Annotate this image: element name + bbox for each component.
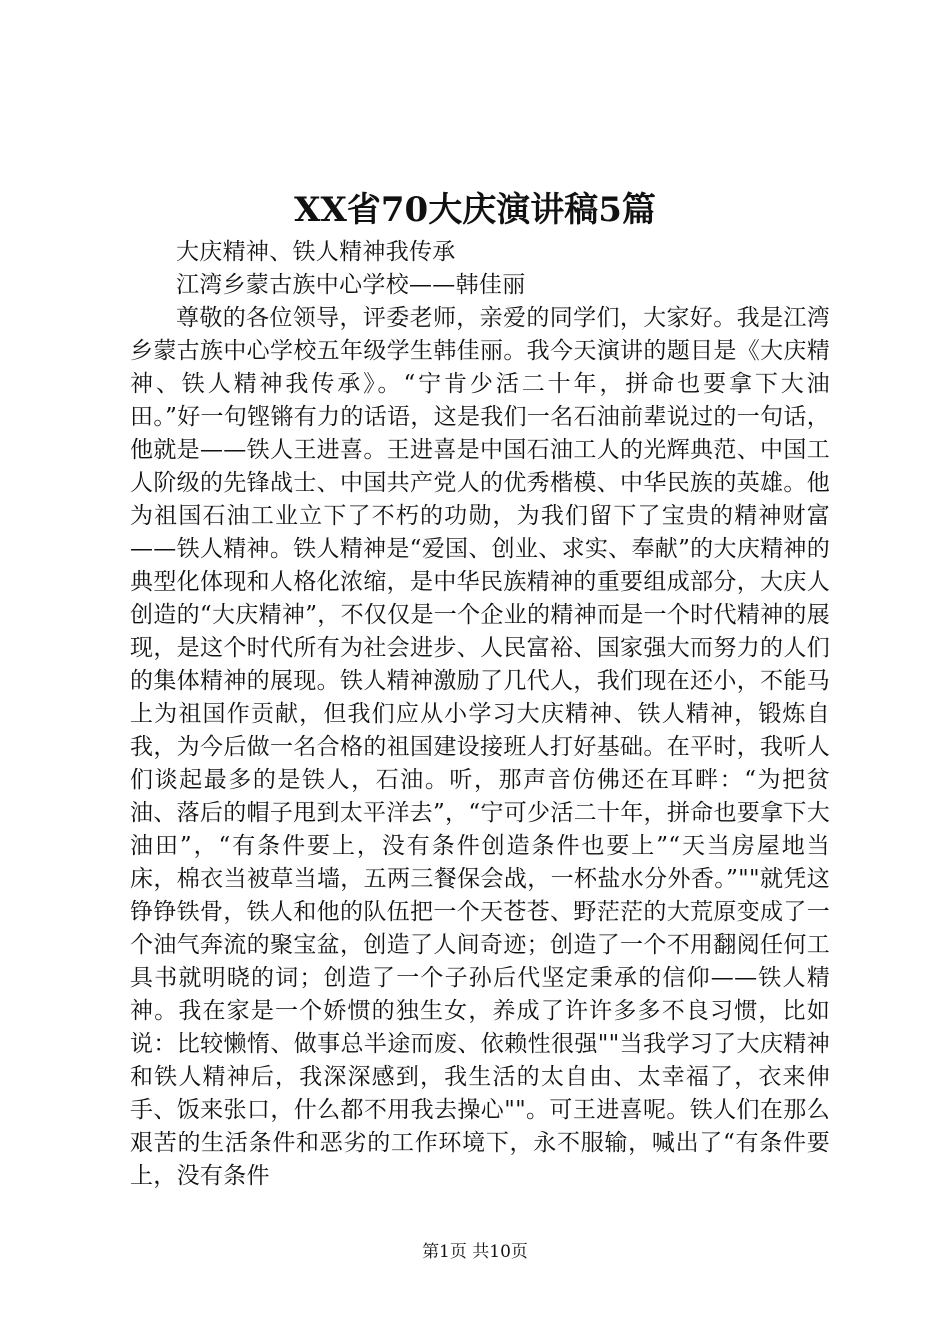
document-title: XX省70大庆演讲稿5篇 xyxy=(294,190,656,230)
subtitle-line-1: 大庆精神、铁人精神我传承 xyxy=(176,239,456,265)
subtitle-line-2: 江湾乡蒙古族中心学校——韩佳丽 xyxy=(176,272,526,298)
page-number: 第1页 xyxy=(422,1242,467,1262)
body-paragraph: 尊敬的各位领导，评委老师，亲爱的同学们，大家好。我是江湾乡蒙古族中心学校五年级学生韩佳丽。我今天演讲的题目是《大庆精神、铁人精神我传承》。“宁肯少活二十年，拼命也要拿下大油田。”好一句铿锵有力的话语，这是我们一名石油前辈说过的一句话，他就是——铁人王进喜。王进喜是中国石油工人的光辉典范、中国工人阶级的先锋战士、中国共产党人的优秀楷模、中华民族的英雄。他为祖国石油工业立下了不朽的功勋，为我们留下了宝贵的精神财富——铁人精神。铁人精神是“爱国、创业、求实、奉献”的大庆精神的典型化体现和人格化浓缩，是中华民族精神的重要组成部分，大庆人创造的“大庆精神”，不仅仅是一个企业的精神而是一个时代精神的展现，是这个时代所有为社会进步、人民富裕、国家强大而努力的人们的集体精神的展现。铁人精神激励了几代人，我们现在还小，不能马上为祖国作贡献，但我们应从小学习大庆精神、铁人精神，锻炼自我，为今后做一名合格的祖国建设接班人打好基础。在平时，我听人们谈起最多的是铁人，石油。听，那声音仿佛还在耳畔：“为把贫油、落后的帽子甩到太平洋去”，“宁可少活二十年，拼命也要拿下大油田”，“有条件要上，没有条件创造条件也要上”“天当房屋地当床，棉衣当被草当墙，五两三餐保会战，一杯盐水分外香。”""就凭这铮铮铁骨，铁人和他的队伍把一个天苍苍、野茫茫的大荒原变成了一个油气奔流的聚宝盆，创造了人间奇迹；创造了一个不用翻阅任何工具书就明晓的词；创造了一个子孙后代坚定秉承的信仰——铁人精神。我在家是一个娇惯的独生女，养成了许许多多不良习惯，比如说：比较懒惰、做事总半途而废、依赖性很强""当我学习了大庆精神和铁人精神后，我深深感到，我生活的太自由、太幸福了，衣来伸手、饭来张口，什么都不用我去操心""。可王进喜呢。铁人们在那么艰苦的生活条件和恶劣的工作环境下，永不服输，喊出了“有条件要上，没有条件 xyxy=(130,305,830,1189)
page-footer xyxy=(0,1240,950,1264)
document-body xyxy=(130,236,830,1193)
page-total: 共10页 xyxy=(472,1242,528,1262)
